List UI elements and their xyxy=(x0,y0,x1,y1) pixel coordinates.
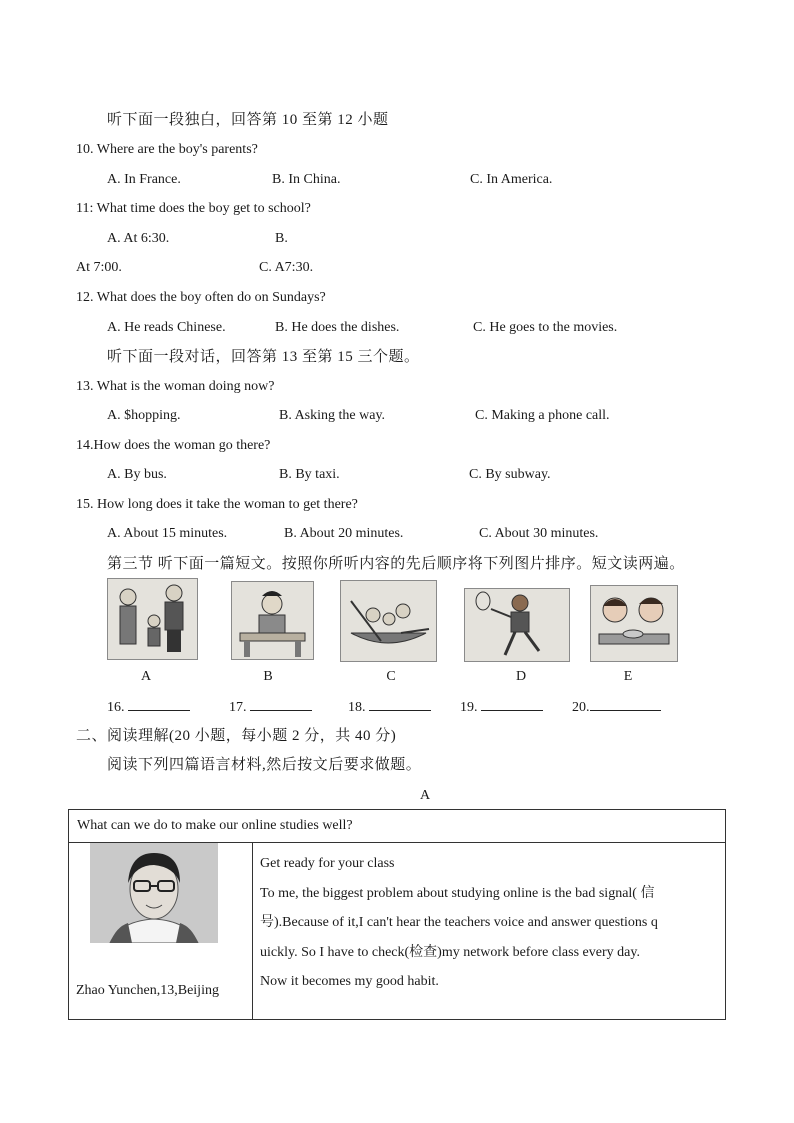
answer-blank-20-number: 20. xyxy=(572,700,590,715)
q15-option-a: A. About 15 minutes. xyxy=(107,526,228,541)
answer-blank-17[interactable] xyxy=(229,697,312,717)
section3-instruction: 第三节 听下面一篇短文。按照你所听内容的先后顺序将下列图片排序。短文读两遍。 xyxy=(107,556,685,572)
q15-option-c: C. About 30 minutes. xyxy=(479,526,599,541)
picture-e-label: E xyxy=(623,669,633,684)
picture-a-family-illustration xyxy=(107,578,198,660)
q10-stem: 10. Where are the boy's parents? xyxy=(76,142,258,157)
answer-line-17[interactable] xyxy=(250,697,312,711)
table-question: What can we do to make our online studies well? xyxy=(69,810,726,843)
answer-line-2: 号).Because of it,I can't hear the teachers voice and answer questions q xyxy=(260,915,658,930)
picture-a-label: A xyxy=(140,669,152,684)
answer-cell xyxy=(253,843,726,1020)
q11-option-c: C. A7:30. xyxy=(259,260,314,275)
answer-line-20[interactable] xyxy=(590,697,661,711)
answer-blank-18-number: 18. xyxy=(348,700,366,715)
student-caption: Zhao Yunchen,13,Beijing xyxy=(76,983,219,998)
q14-option-c: C. By subway. xyxy=(469,467,551,482)
picture-c-label: C xyxy=(386,669,396,684)
picture-b-boy-writing-illustration xyxy=(231,581,314,660)
q14-option-a: A. By bus. xyxy=(107,467,167,482)
q13-option-c: C. Making a phone call. xyxy=(475,408,610,423)
q10-option-c: C. In America. xyxy=(470,172,553,187)
q15-option-b: B. About 20 minutes. xyxy=(284,526,404,541)
q10-option-b: B. In China. xyxy=(272,172,341,187)
answer-line-1: To me, the biggest problem about studying online is the bad signal( 信 xyxy=(260,885,655,901)
q14-option-b: B. By taxi. xyxy=(279,467,340,482)
answer-line-18[interactable] xyxy=(369,697,431,711)
q12-option-c: C. He goes to the movies. xyxy=(473,320,618,335)
part2-instruction: 阅读下列四篇语言材料,然后按文后要求做题。 xyxy=(107,757,422,773)
q12-stem: 12. What does the boy often do on Sundays? xyxy=(76,290,326,305)
picture-c-boating-illustration xyxy=(340,580,437,662)
section-dialogue-heading: 听下面一段对话，回答第 13 至第 15 三个题。 xyxy=(107,349,420,365)
picture-d-badminton-illustration xyxy=(464,588,570,662)
q14-stem: 14.How does the woman go there? xyxy=(76,438,271,453)
answer-blank-16-number: 16. xyxy=(107,700,125,715)
answer-blank-20[interactable] xyxy=(572,697,661,717)
section-monologue-heading: 听下面一段独白，回答第 10 至第 12 小题 xyxy=(107,112,389,128)
passage-a-table xyxy=(68,809,726,1020)
picture-b-label: B xyxy=(263,669,273,684)
answer-line-19[interactable] xyxy=(481,697,543,711)
q11-option-b: B. xyxy=(275,231,288,246)
q12-option-a: A. He reads Chinese. xyxy=(107,320,226,335)
q10-option-a: A. In France. xyxy=(107,172,181,187)
profile-cell xyxy=(69,843,253,1020)
q13-stem: 13. What is the woman doing now? xyxy=(76,379,275,394)
passage-a-label: A xyxy=(420,788,431,803)
q11-option-a: A. At 6:30. xyxy=(107,231,170,246)
answer-blank-18[interactable] xyxy=(348,697,431,717)
answer-blank-17-number: 17. xyxy=(229,700,247,715)
q13-option-b: B. Asking the way. xyxy=(279,408,386,423)
q11-stem: 11: What time does the boy get to school? xyxy=(76,201,311,216)
answer-line-16[interactable] xyxy=(128,697,190,711)
q15-stem: 15. How long does it take the woman to get there? xyxy=(76,497,358,512)
q13-option-a: A. $hopping. xyxy=(107,408,181,423)
picture-e-eating-illustration xyxy=(590,585,678,662)
answer-blank-16[interactable] xyxy=(107,697,190,717)
q11-option-b-cont: At 7:00. xyxy=(76,260,122,275)
answer-line-4: Now it becomes my good habit. xyxy=(260,974,439,989)
answer-heading: Get ready for your class xyxy=(260,856,395,871)
picture-d-label: D xyxy=(515,669,527,684)
q12-option-b: B. He does the dishes. xyxy=(275,320,400,335)
answer-blank-19[interactable] xyxy=(460,697,543,717)
part2-title: 二、阅读理解(20 小题，每小题 2 分，共 40 分) xyxy=(76,728,397,744)
student-photo xyxy=(90,843,218,943)
answer-line-3: uickly. So I have to check(检查)my network before class every day. xyxy=(260,944,640,960)
answer-blank-19-number: 19. xyxy=(460,700,478,715)
